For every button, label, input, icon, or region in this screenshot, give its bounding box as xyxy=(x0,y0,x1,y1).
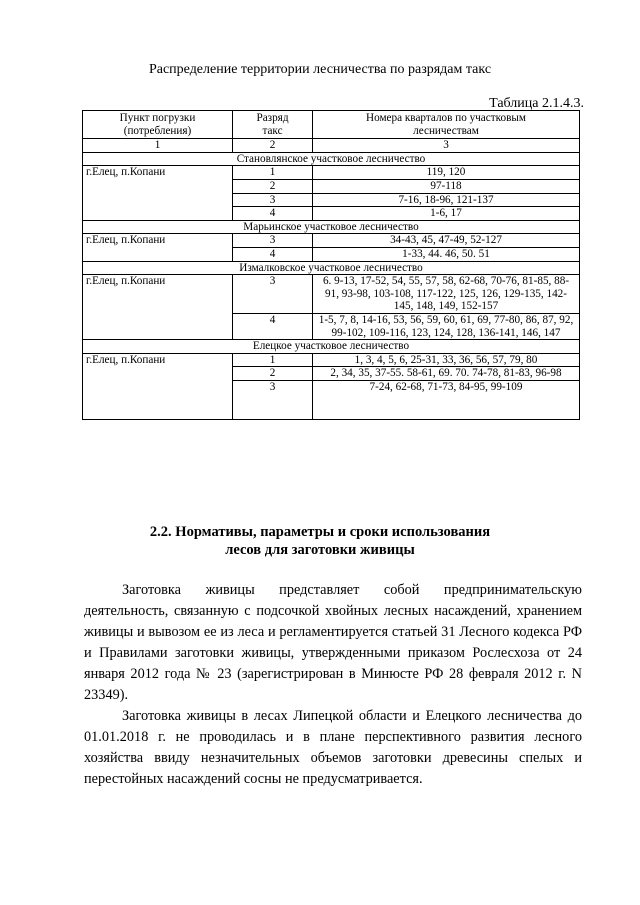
section-heading-line: 2.2. Нормативы, параметры и сроки использования xyxy=(149,524,491,540)
column-number: 3 xyxy=(313,139,580,153)
section-name: Измалковское участковое лесничество xyxy=(83,261,580,275)
header-rank: Разряд такс xyxy=(233,111,313,139)
quarter-numbers: 119, 120 xyxy=(313,166,580,180)
paragraph: Заготовка живицы в лесах Липецкой области и Елецкого лесничества до 01.01.2018 г. не проводилась и в плане перспективного развития лесного хозяйства ввиду незначительных объемов заготовки древесины спелых и перестойных насаждений сосны не предусматривается. xyxy=(84,708,582,787)
table-row xyxy=(83,166,580,180)
loading-point: г.Елец, п.Копани xyxy=(83,275,233,340)
rate-rank: 3 xyxy=(233,380,313,419)
section-name: Марьинское участковое лесничество xyxy=(83,220,580,234)
quarter-numbers: 1, 3, 4, 5, 6, 25-31, 33, 36, 56, 57, 79, 80 xyxy=(313,353,580,367)
column-number: 2 xyxy=(233,139,313,153)
rate-rank: 2 xyxy=(233,367,313,381)
quarter-numbers: 7-16, 18-96, 121-137 xyxy=(313,193,580,207)
rate-rank: 4 xyxy=(233,313,313,339)
quarter-numbers: 97-118 xyxy=(313,179,580,193)
page-title: Распределение территории лесничества по разрядам такс xyxy=(148,62,492,77)
section-row xyxy=(83,220,580,234)
rate-rank: 1 xyxy=(233,353,313,367)
loading-point: г.Елец, п.Копани xyxy=(83,234,233,261)
rate-rank: 3 xyxy=(233,193,313,207)
table-row xyxy=(83,275,580,314)
quarter-numbers: 6. 9-13, 17-52, 54, 55, 57, 58, 62-68, 70-76, 81-85, 88-91, 93-98, 103-108, 117-122, 125, 126, 129-135, 142-145, 148, 149, 152-157 xyxy=(313,275,580,314)
section-name: Становлянское участковое лесничество xyxy=(83,152,580,166)
rate-rank: 3 xyxy=(233,234,313,248)
section-name: Елецкое участковое лесничество xyxy=(83,340,580,354)
rates-table xyxy=(82,110,580,420)
section-heading xyxy=(0,523,640,559)
rate-rank: 4 xyxy=(233,207,313,221)
quarter-numbers: 34-43, 45, 47-49, 52-127 xyxy=(313,234,580,248)
column-number: 1 xyxy=(83,139,233,153)
table-row xyxy=(83,353,580,367)
quarter-numbers: 7-24, 62-68, 71-73, 84-95, 99-109 xyxy=(313,380,580,419)
loading-point: г.Елец, п.Копани xyxy=(83,353,233,419)
section-heading-line: лесов для заготовки живицы xyxy=(225,542,415,558)
header-point: Пункт погрузки (потребления) xyxy=(83,111,233,139)
table-number: Таблица 2.1.4.3. xyxy=(489,96,584,111)
rate-rank: 4 xyxy=(233,247,313,261)
paragraph: Заготовка живицы представляет собой предпринимательскую деятельность, связанную с подсочкой хвойных лесных насаждений, хранением живицы и вывозом ее из леса и регламентируется статьей 31 Лесного кодекса РФ и Правилами заготовки живицы, утвержденными приказом Рослесхоза от 24 января 2012 года № 23 (зарегистрирован в Минюсте РФ 28 февраля 2012 г. N 23349). xyxy=(84,582,582,703)
section-row xyxy=(83,261,580,275)
rate-rank: 1 xyxy=(233,166,313,180)
column-number-row xyxy=(83,139,580,153)
loading-point: г.Елец, п.Копани xyxy=(83,166,233,220)
section-row xyxy=(83,340,580,354)
section-body xyxy=(84,580,582,790)
rate-rank: 2 xyxy=(233,179,313,193)
rate-rank: 3 xyxy=(233,275,313,314)
quarter-numbers: 1-5, 7, 8, 14-16, 53, 56, 59, 60, 61, 69, 77-80, 86, 87, 92, 99-102, 109-116, 123, 124, 128, 136-141, 146, 147 xyxy=(313,313,580,339)
header-quarters: Номера кварталов по участковым лесничествам xyxy=(313,111,580,139)
quarter-numbers: 2, 34, 35, 37-55. 58-61, 69. 70. 74-78, 81-83, 96-98 xyxy=(313,367,580,381)
quarter-numbers: 1-33, 44. 46, 50. 51 xyxy=(313,247,580,261)
section-row xyxy=(83,152,580,166)
quarter-numbers: 1-6, 17 xyxy=(313,207,580,221)
table-header-row xyxy=(83,111,580,139)
table-row xyxy=(83,234,580,248)
